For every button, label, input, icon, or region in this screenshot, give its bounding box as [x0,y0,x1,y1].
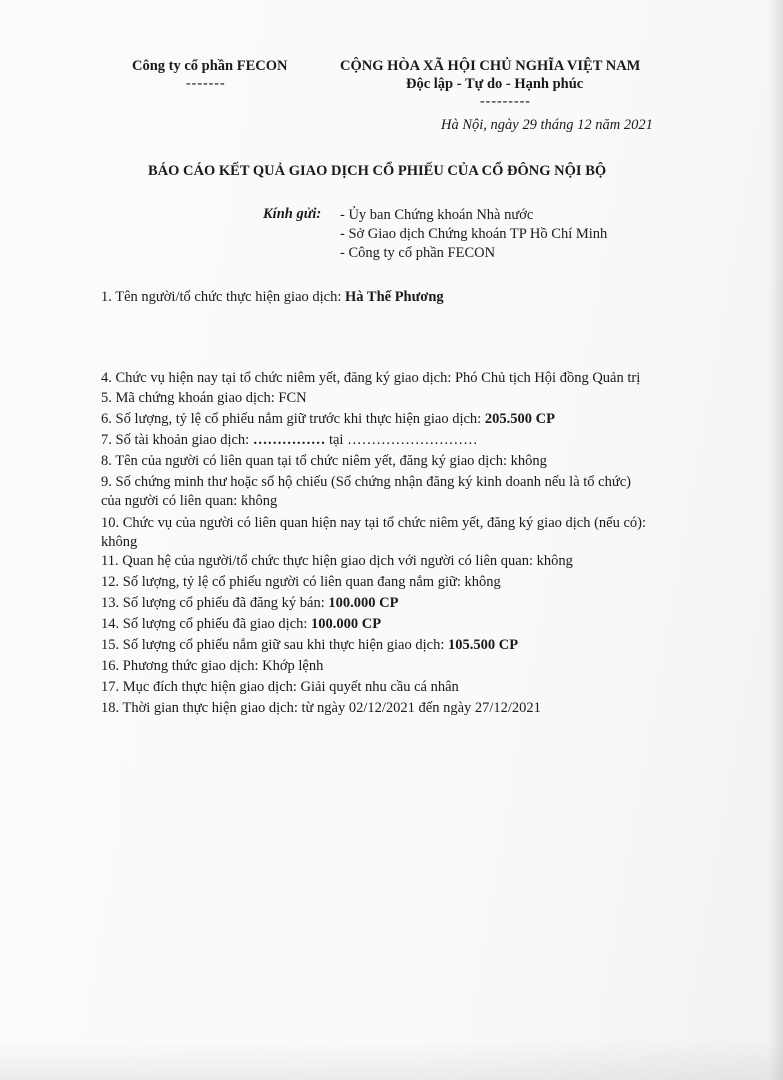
item-text: 5. Mã chứng khoán giao dịch: FCN [101,390,307,406]
item-text: 4. Chức vụ hiện nay tại tổ chức niêm yết, đăng ký giao dịch: Phó Chủ tịch Hội đồng Quản trị [101,370,641,386]
item-text: 14. Số lượng cổ phiếu đã giao dịch: [101,616,312,632]
company-name: Công ty cổ phần FECON [132,58,288,74]
item-text: 16. Phương thức giao dịch: Khớp lệnh [101,658,324,674]
item-text: 18. Thời gian thực hiện giao dịch: từ ngày 02/12/2021 đến ngày 27/12/2021 [101,700,541,716]
item-1 [101,288,444,307]
item-18 [101,699,541,718]
item-text: 7. Số tài khoản giao dịch: [101,432,253,448]
item-9 [101,473,701,511]
trader-name: Hà Thế Phương [345,289,444,305]
item-text: 1. Tên người/tổ chức thực hiện giao dịch: [101,289,345,305]
report-title: BÁO CÁO KẾT QUẢ GIAO DỊCH CỔ PHIẾU CỦA CỔ ĐÔNG NỘI BỘ [148,163,607,179]
shares-after: 105.500 CP [447,637,519,653]
page-edge-shadow [769,0,783,1080]
traded-shares: 100.000 CP [311,616,382,632]
recipient-item: - Ủy ban Chứng khoán Nhà nước [340,207,534,223]
national-title: CỘNG HÒA XÃ HỘI CHỦ NGHĨA VIỆT NAM [340,58,641,74]
item-13 [101,594,398,613]
addressee-label: Kính gửi: [263,206,322,222]
recipient-list [340,206,607,263]
item-16 [101,657,323,676]
account-number: …………… [252,432,326,448]
item-4 [101,369,640,388]
item-line: 10. Chức vụ của người có liên quan hiện nay tại tổ chức niêm yết, đăng ký giao dịch (nếu có): [101,515,647,531]
item-14 [101,615,381,634]
item-text: 6. Số lượng, tỷ lệ cổ phiếu nắm giữ trước khi thực hiện giao dịch: [101,411,485,427]
page-bottom-shadow [0,1040,783,1080]
shares-before: 205.500 CP [484,411,555,427]
item-tail: tại ……………………… [325,432,478,448]
place-date: Hà Nội, ngày 29 tháng 12 năm 2021 [441,117,653,133]
recipient-item: - Sở Giao dịch Chứng khoán TP Hồ Chí Minh [340,226,608,242]
item-7 [101,431,478,450]
item-11 [101,552,573,571]
item-text: 17. Mục đích thực hiện giao dịch: Giải quyết nhu cầu cá nhân [101,679,459,695]
item-5 [101,389,307,408]
item-line: của người có liên quan: không [101,493,278,509]
motto-divider: --------- [480,94,531,109]
item-17 [101,678,459,697]
national-motto: Độc lập - Tự do - Hạnh phúc [406,76,584,92]
item-6 [101,410,555,429]
item-line: không [101,534,138,550]
item-10 [101,514,701,552]
item-text: 11. Quan hệ của người/tổ chức thực hiện giao dịch với người có liên quan: không [101,553,573,569]
company-divider: ------- [186,76,226,91]
item-12 [101,573,501,592]
item-line: 9. Số chứng minh thư hoặc số hộ chiếu (Số chứng nhận đăng ký kinh doanh nếu là tổ chức) [101,474,631,490]
item-text: 13. Số lượng cổ phiếu đã đăng ký bán: [101,595,329,611]
registered-shares: 100.000 CP [328,595,399,611]
item-text: 15. Số lượng cổ phiếu nắm giữ sau khi thực hiện giao dịch: [101,637,448,653]
item-text: 12. Số lượng, tỷ lệ cổ phiếu người có liên quan đang nắm giữ: không [101,574,501,590]
recipient-item: - Công ty cổ phần FECON [340,245,496,261]
item-8 [101,452,547,471]
item-text: 8. Tên của người có liên quan tại tổ chức niêm yết, đăng ký giao dịch: không [101,453,547,469]
item-15 [101,636,518,655]
